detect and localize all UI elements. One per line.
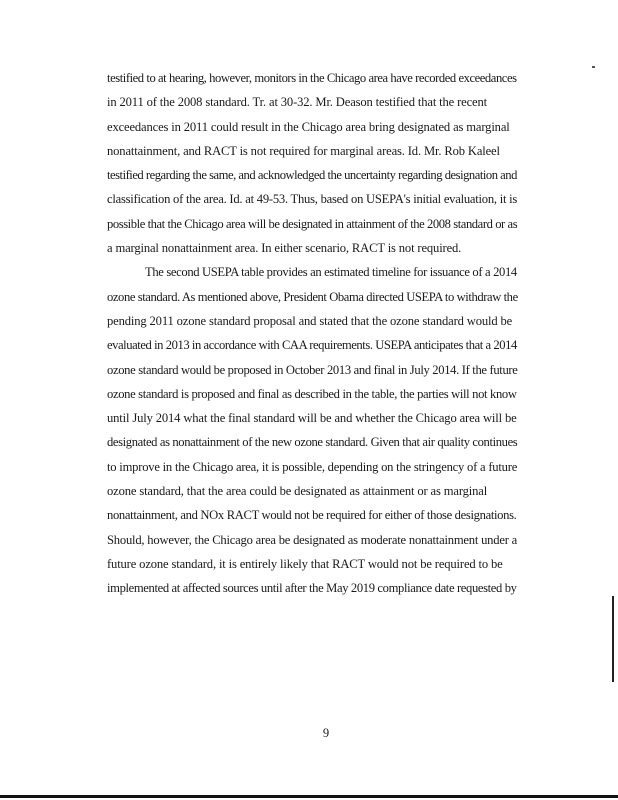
text-line: ozone standard. As mentioned above, President Obama directed USEPA to withdraw the: [107, 289, 518, 304]
text-line: future ozone standard, it is entirely likely that RACT would not be required to be: [107, 556, 503, 571]
scan-speck: [592, 66, 595, 68]
text-line: a marginal nonattainment area. In either scenario, RACT is not required.: [107, 241, 462, 256]
text-line: testified regarding the same, and acknowledged the uncertainty regarding designation and: [107, 168, 517, 183]
text-line: exceedances in 2011 could result in the Chicago area bring designated as marginal: [107, 119, 510, 134]
text-line: until July 2014 what the final standard will be and whether the Chicago area will be: [107, 411, 517, 426]
text-line: evaluated in 2013 in accordance with CAA requirements. USEPA anticipates that a 2014: [107, 338, 517, 353]
text-line: nonattainment, and RACT is not required for marginal areas. Id. Mr. Rob Kaleel: [107, 143, 500, 158]
page-number: 9: [322, 726, 330, 740]
text-line: pending 2011 ozone standard proposal and stated that the ozone standard would be: [107, 313, 513, 328]
text-line: ozone standard would be proposed in October 2013 and final in July 2014. If the future: [107, 362, 518, 377]
text-line: testified to at hearing, however, monitors in the Chicago area have recorded exceedances: [107, 71, 517, 85]
scan-edge-mark: [612, 596, 614, 682]
body-text: [107, 66, 517, 601]
text-line: designated as nonattainment of the new ozone standard. Given that air quality continues: [107, 435, 518, 450]
text-line: nonattainment, and NOx RACT would not be required for either of those designations.: [107, 508, 517, 523]
text-line: ozone standard is proposed and final as described in the table, the parties will not know: [107, 386, 517, 401]
text-line: possible that the Chicago area will be designated in attainment of the 2008 standard or as: [107, 216, 518, 231]
text-line: implemented at affected sources until after the May 2019 compliance date requested by: [107, 581, 517, 596]
paragraph-first-line: The second USEPA table provides an estimated timeline for issuance of a 2014: [145, 265, 517, 280]
text-line: ozone standard, that the area could be designated as attainment or as marginal: [107, 484, 488, 499]
text-line: classification of the area. Id. at 49-53. Thus, based on USEPA's initial evaluation, it is: [107, 192, 518, 207]
scan-bottom-border: [0, 795, 618, 798]
text-line: Should, however, the Chicago area be designated as moderate nonattainment under a: [107, 532, 518, 547]
text-line: to improve in the Chicago area, it is possible, depending on the stringency of a future: [107, 459, 518, 474]
text-line: in 2011 of the 2008 standard. Tr. at 30-32. Mr. Deason testified that the recent: [107, 95, 487, 110]
